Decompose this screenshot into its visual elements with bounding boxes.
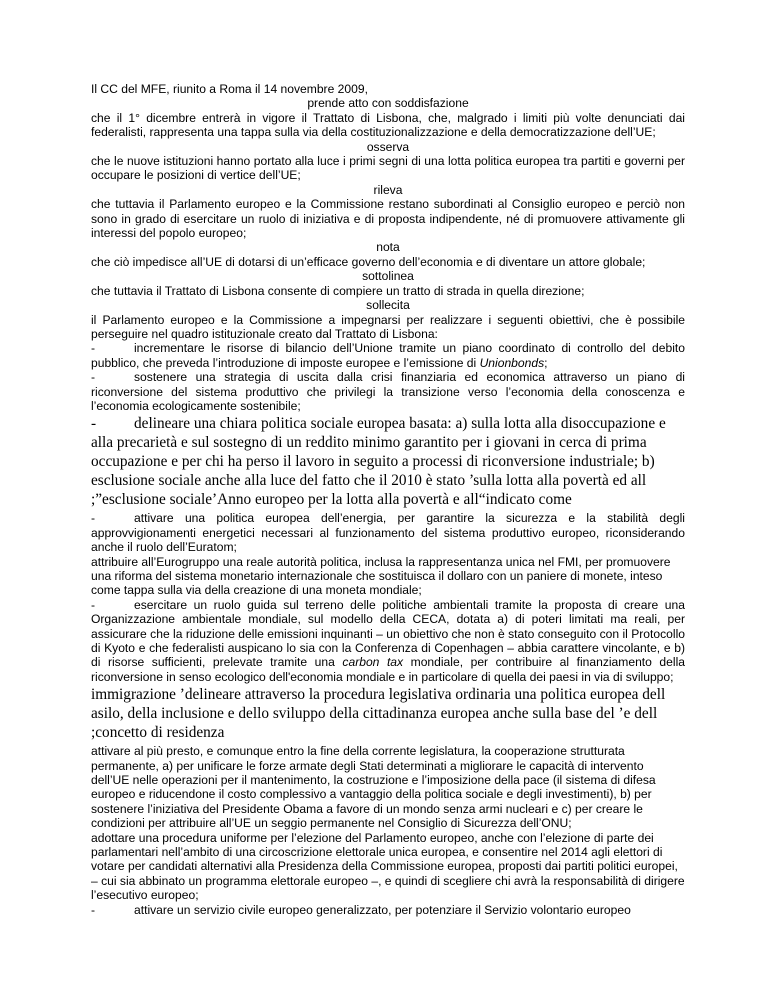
heading-nota: nota <box>376 240 400 255</box>
bullet-servizio-civile <box>91 903 685 917</box>
heading-osserva: osserva <box>366 139 410 154</box>
bullet-dash: - <box>91 597 96 612</box>
bullet-bilancio-end: ; <box>544 355 548 370</box>
paragraph-osserva: che le nuove istituzioni hanno portato alla luce i primi segni di una lotta politica europea tra partiti e governi per occupare le posizioni di vertice dell’UE; <box>91 154 685 183</box>
heading-rileva: rileva <box>373 182 403 197</box>
bullet-ambiente-text-b: mondiale, per contribuire al finanziamento della riconversione in senso ecologico dell'economia mondiale e in particolare di quella dei paesi in via di sviluppo; <box>91 655 685 684</box>
bullet-ambiente-text-a: esercitare un ruolo guida sul terreno delle politiche ambientali tramite la proposta di creare una Organizzazione ambientale mondiale, sul modello della CECA, dotata a) di poteri limitati ma reali, per assicurare che la riduzione delle emissioni inquinanti – un obiettivo che non è stato conseguito con il Protocollo di Kyoto e che federalisti auspicano lo sia con la Conferenza di Copenhagen – abbia carattere vincolante, e b) di risorse sufficienti, prelevate tramite una <box>91 597 685 670</box>
paragraph-nota: che ciò impedisce all’UE di dotarsi di un’efficace governo dell’economia e di diventare un attore globale; <box>91 254 646 269</box>
bullet-servizio-civile-text: attivare un servizio civile europeo generalizzato, per potenziare il Servizio volontario europeo <box>134 902 631 917</box>
paragraph-prende-atto: che il 1° dicembre entrerà in vigore il Trattato di Lisbona, che, malgrado i limiti più volte denunciati dai federalisti, rappresenta una tappa sulla via della costituzionalizzazione e della democratizzazione dell’UE; <box>91 110 685 140</box>
bullet-strategia <box>91 370 685 413</box>
bullet-dash: - <box>91 370 96 385</box>
bullet-strategia-text: sostenere una strategia di uscita dalla crisi finanziaria ed economica attraverso un piano di riconversione del sistema produttivo che privilegi la transizione verso l’economia della conoscenza e l’economia ecologicamente sostenibile; <box>91 370 685 413</box>
paragraph-sottolinea: che tuttavia il Trattato di Lisbona consente di compiere un tratto di strada in quella direzione; <box>91 283 585 298</box>
intro-line: Il CC del MFE, riunito a Roma il 14 novembre 2009, <box>91 82 368 96</box>
bullet-dash: - <box>91 902 96 917</box>
paragraph-difesa: attivare al più presto, e comunque entro la fine della corrente legislatura, la cooperazione strutturata permanente, a) per unificare le forze armate degli Stati determinati a migliorare le capacità di intervento dell’UE nelle operazioni per il mantenimento, la costruzione e l’imposizione della pace (il sistema di difesa europeo e riducendone il costo complessivo a vantaggio della politica sociale e degli investimenti), b) per sostenere l’iniziativa del Presidente Obama a favore di un mondo senza armi nucleari e c) per creare le condizioni per attribuire all’UE un seggio permanente nel Consiglio di Sicurezza dell’ONU; <box>91 744 656 831</box>
bullet-energia-text: attivare una politica europea dell’energia, per garantire la sicurezza e la stabilità degli approvvigionamenti energetici necessari al funzionamento del sistema produttivo europeo, riconsiderando anche il ruolo dell’Euratom; <box>91 511 685 555</box>
bullet-dash: - <box>91 341 96 356</box>
paragraph-elezioni: adottare una procedura uniforme per l’elezione del Parlamento europeo, anche con l’elezione di parte dei parlamentari nell’ambito di una circoscrizione elettorale unica europea, e consentire nel 2014 agli elettori di votare per candidati alternativi alla Presidenza della Commissione europea, proposti dai partiti politici europei, – cui sia abbinato un programma elettorale europeo –, e quindi di scegliere chi avrà la responsabilità di dirigere l’esecutivo europeo; <box>91 830 685 903</box>
bullet-bilancio <box>91 341 685 370</box>
paragraph-rileva: che tuttavia il Parlamento europeo e la Commissione restano subordinati al Consiglio europeo e perciò non sono in grado di esercitare un ruolo di iniziativa e di proposta indipendente, né di promuovere attivamente gli interessi del popolo europeo; <box>91 197 685 241</box>
paragraph-eurogruppo: attribuire all’Eurogruppo una reale autorità politica, inclusa la rappresentanza unica nel FMI, per promuovere una riforma del sistema monetario internazionale che sostituisca il dollaro con un paniere di monete, inteso come tappa sulla via della creazione di una moneta mondiale; <box>91 554 671 598</box>
paragraph-sollecita: il Parlamento europeo e la Commissione a impegnarsi per realizzare i seguenti obiettivi, che è possibile perseguire nel quadro istituzionale creato dal Trattato di Lisbona: <box>91 312 685 341</box>
bullet-dash: - <box>91 511 96 526</box>
heading-sottolinea: sottolinea <box>362 269 414 284</box>
heading-prende-atto: prende atto con soddisfazione <box>307 96 469 111</box>
document-body <box>91 82 685 917</box>
bullet-ambiente <box>91 598 685 684</box>
bullet-politica-sociale <box>91 414 685 509</box>
heading-sollecita: sollecita <box>366 298 410 313</box>
bullet-ambiente-italic: carbon tax <box>342 655 404 670</box>
bullet-energia <box>91 511 685 554</box>
bullet-bilancio-italic: Unionbonds <box>479 355 545 370</box>
bullet-politica-sociale-text: delineare una chiara politica sociale europea basata: a) sulla lotta alla disoccupazione e alla precarietà e sul sostegno di un reddito minimo garantito per i giovani in cerca di prima occupazione e per chi ha perso il lavoro in seguito a processi di riconversione industriale; b) esclusione sociale anche alla luce del fatto che il 2010 è stato ’sulla lotta alla povertà ed all ;”esclusione sociale’Anno europeo per la lotta alla povertà e all“indicato come <box>91 415 666 509</box>
paragraph-immigrazione: immigrazione ’delineare attraverso la procedura legislativa ordinaria una politica europea dell asilo, della inclusione e dello sviluppo della cittadinanza europea anche sulla base del ’e dell ;concetto di residenza <box>91 686 666 742</box>
bullet-bilancio-text: incrementare le risorse di bilancio dell’Unione tramite un piano coordinato di controllo del debito pubblico, che preveda l’introduzione di imposte europee e l’emissione di <box>91 341 685 370</box>
bullet-dash: - <box>91 415 97 433</box>
